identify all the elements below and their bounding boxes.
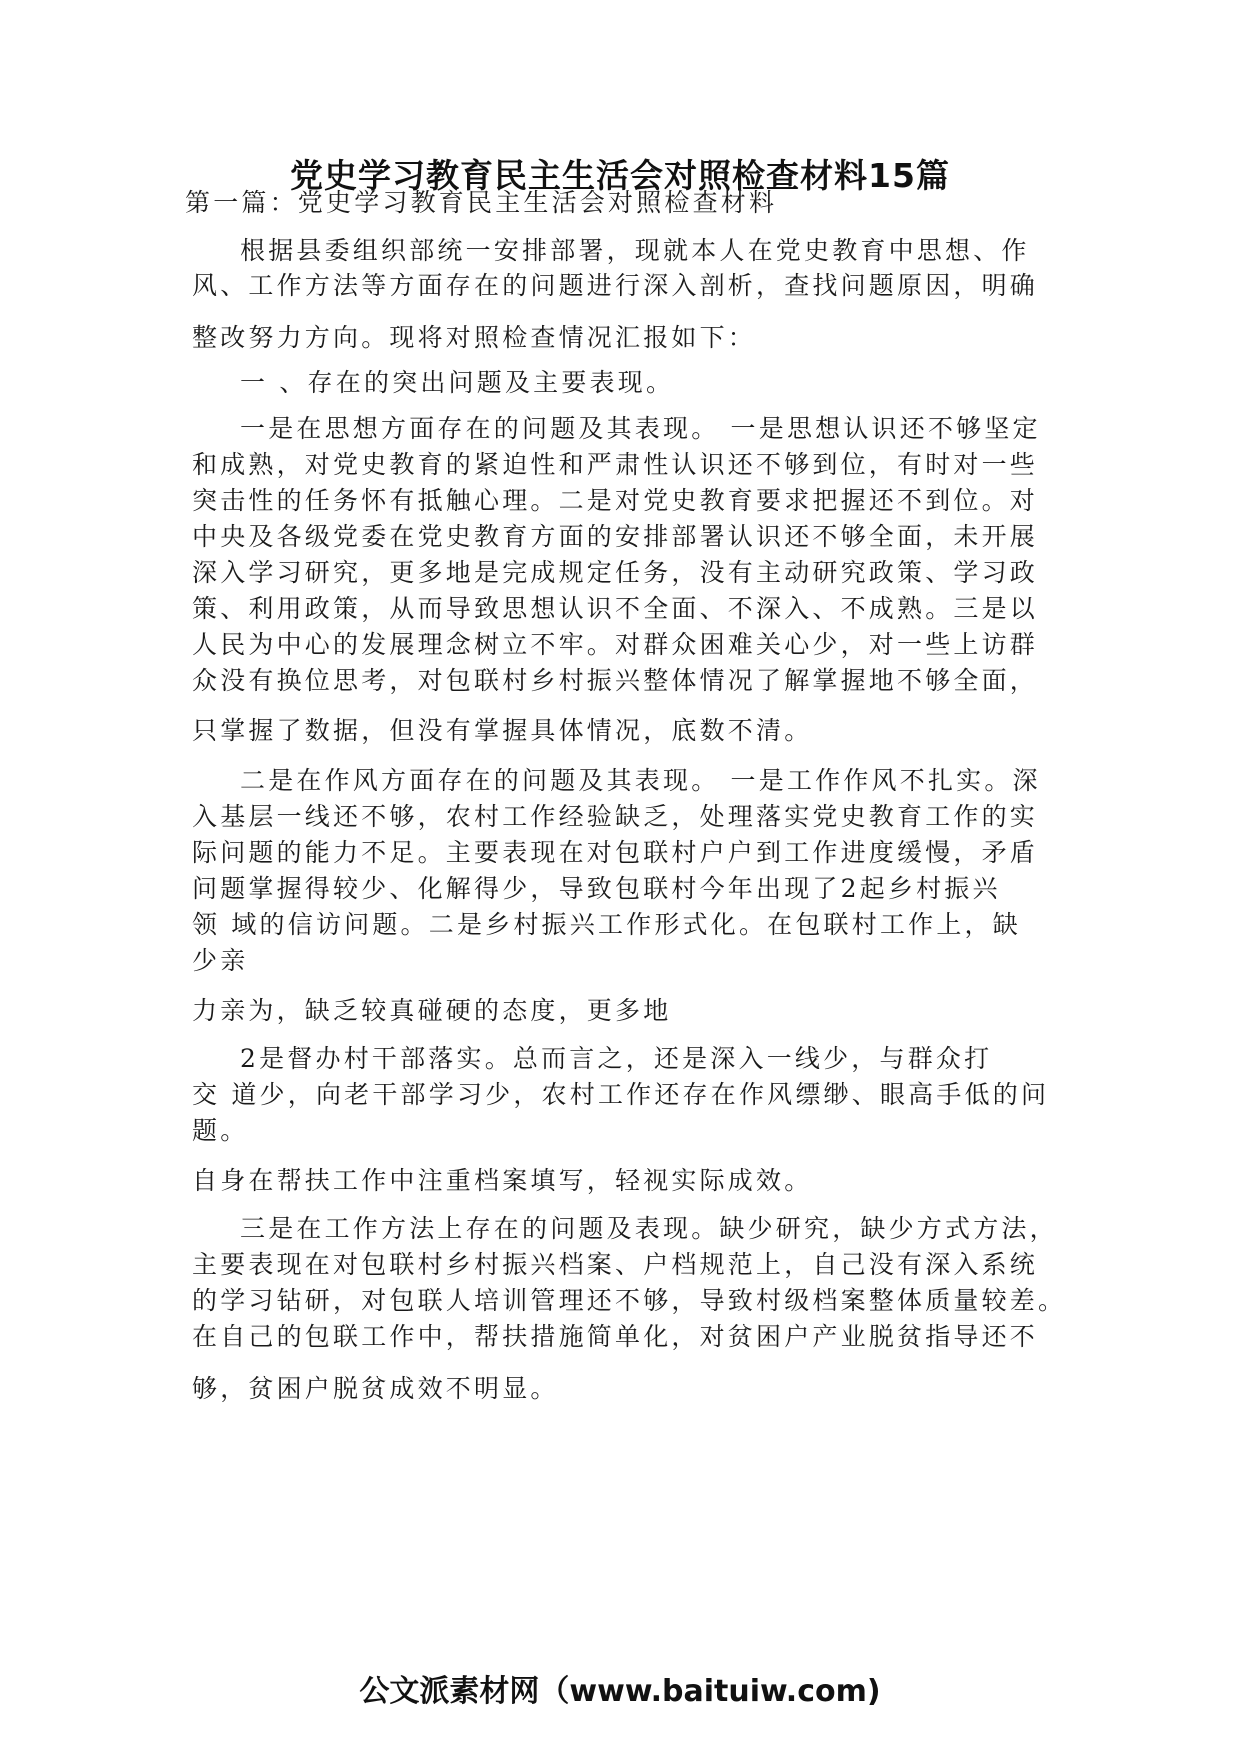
paragraph-line: 策、利用政策，从而导致思想认识不全面、不深入、不成熟。三是以 (192, 594, 1039, 623)
paragraph-line: 交 道少，向老干部学习少，农村工作还存在作风缥缈、眼高手低的问 (192, 1080, 1050, 1109)
paragraph-line: 际问题的能力不足。主要表现在对包联村户户到工作进度缓慢，矛盾 (192, 838, 1039, 867)
paragraph-line: 整改努力方向。现将对照检查情况汇报如下： (192, 323, 757, 352)
paragraph-line: 够，贫困户脱贫成效不明显。 (192, 1374, 559, 1403)
paragraph-line: 在自己的包联工作中，帮扶措施简单化，对贫困户产业脱贫指导还不 (192, 1322, 1039, 1351)
paragraph-line: 中央及各级党委在党史教育方面的安排部署认识还不够全面，未开展 (192, 522, 1039, 551)
paragraph-line: 的学习钻研，对包联人培训管理还不够，导致村级档案整体质量较差。 (192, 1286, 1067, 1315)
paragraph-line: 领 域的信访问题。二是乡村振兴工作形式化。在包联村工作上，缺 (192, 910, 1021, 939)
paragraph-line: 深入学习研究，更多地是完成规定任务，没有主动研究政策、学习政 (192, 558, 1039, 587)
paragraph-line: 一 、存在的突出问题及主要表现。 (240, 368, 675, 397)
paragraph-line: 2是督办村干部落实。总而言之，还是深入一线少，与群众打 (240, 1044, 993, 1073)
paragraph-line: 和成熟，对党史教育的紧迫性和严肃性认识还不够到位，有时对一些 (192, 450, 1039, 479)
paragraph-line: 只掌握了数据，但没有掌握具体情况，底数不清。 (192, 716, 813, 745)
paragraph-line: 少亲 (192, 946, 249, 975)
section-heading: 第一篇：党史学习教育民主生活会对照检查材料 (185, 188, 778, 217)
footer-source: 公文派素材网（www.baituiw.com) (359, 1674, 881, 1709)
paragraph-line: 自身在帮扶工作中注重档案填写，轻视实际成效。 (192, 1166, 813, 1195)
document-title: 党史学习教育民主生活会对照检查材料15篇 (290, 156, 950, 195)
paragraph-line: 风、工作方法等方面存在的问题进行深入剖析，查找问题原因，明确 (192, 271, 1039, 300)
paragraph-line: 问题掌握得较少、化解得少，导致包联村今年出现了2起乡村振兴 (192, 874, 1001, 903)
paragraph-line: 主要表现在对包联村乡村振兴档案、户档规范上，自己没有深入系统 (192, 1250, 1039, 1279)
paragraph-line: 题。 (192, 1116, 249, 1145)
paragraph-line: 根据县委组织部统一安排部署，现就本人在党史教育中思想、作 (240, 236, 1030, 265)
paragraph-line: 一是在思想方面存在的问题及其表现。 一是思想认识还不够坚定 (240, 414, 1041, 443)
paragraph-line: 三是在工作方法上存在的问题及表现。缺少研究，缺少方式方法， (240, 1214, 1058, 1243)
paragraph-line: 力亲为，缺乏较真碰硬的态度，更多地 (192, 996, 672, 1025)
paragraph-line: 入基层一线还不够，农村工作经验缺乏，处理落实党史教育工作的实 (192, 802, 1039, 831)
paragraph-line: 突击性的任务怀有抵触心理。二是对党史教育要求把握还不到位。对 (192, 486, 1039, 515)
paragraph-line: 人民为中心的发展理念树立不牢。对群众困难关心少，对一些上访群 (192, 630, 1039, 659)
paragraph-line: 二是在作风方面存在的问题及其表现。 一是工作作风不扎实。深 (240, 766, 1041, 795)
paragraph-line: 众没有换位思考，对包联村乡村振兴整体情况了解掌握地不够全面， (192, 666, 1039, 695)
